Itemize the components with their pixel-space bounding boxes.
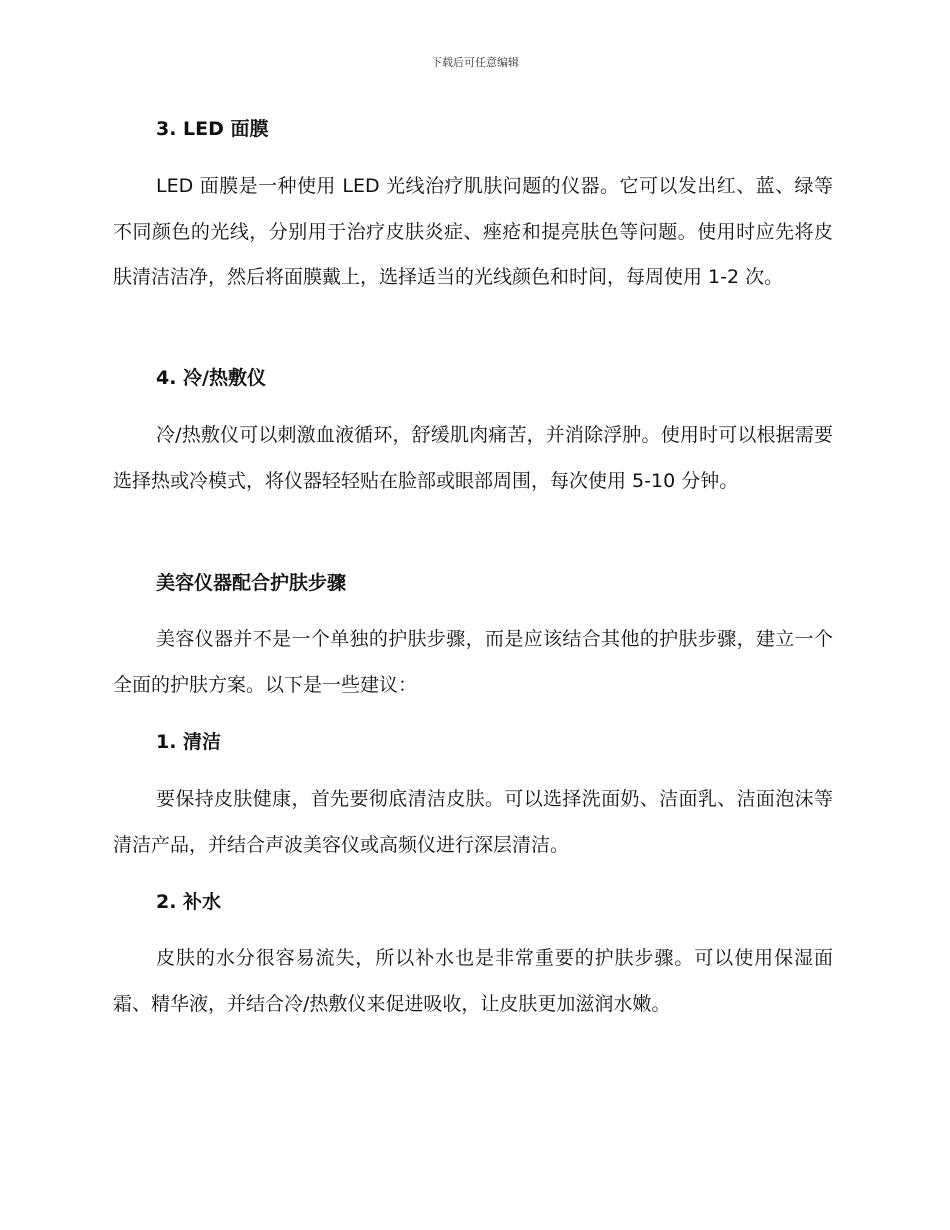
page-header: 下载后可任意编辑 bbox=[431, 56, 519, 69]
paragraph-hot-cold: 冷/热敷仪可以刺激血液循环，舒缓肌肉痛苦，并消除浮肿。使用时可以根据需要选择热或冷模式，将仪器轻轻贴在脸部或眼部周围，每次使用 5-10 分钟。 bbox=[113, 424, 833, 492]
section-heading-hydration: 2. 补水 bbox=[156, 891, 222, 913]
section-heading-cleansing: 1. 清洁 bbox=[156, 731, 222, 753]
section-heading-led-mask: 3. LED 面膜 bbox=[156, 118, 269, 140]
paragraph-led-mask: LED 面膜是一种使用 LED 光线治疗肌肤问题的仪器。它可以发出红、蓝、绿等不同颜色的光线，分别用于治疗皮肤炎症、痤疮和提亮肤色等问题。使用时应先将皮肤清洁洁净，然后将面膜戴上，选择适当的光线颜色和时间，每周使用 1-2 次。 bbox=[113, 175, 833, 288]
section-heading-hot-cold: 4. 冷/热敷仪 bbox=[156, 367, 266, 389]
section-heading-combination: 美容仪器配合护肤步骤 bbox=[156, 572, 347, 594]
paragraph-cleansing: 要保持皮肤健康，首先要彻底清洁皮肤。可以选择洗面奶、洁面乳、洁面泡沫等清洁产品，并结合声波美容仪或高频仪进行深层清洁。 bbox=[113, 788, 833, 856]
paragraph-hydration: 皮肤的水分很容易流失，所以补水也是非常重要的护肤步骤。可以使用保湿面霜、精华液，并结合冷/热敷仪来促进吸收，让皮肤更加滋润水嫩。 bbox=[113, 947, 833, 1015]
paragraph-combination: 美容仪器并不是一个单独的护肤步骤，而是应该结合其他的护肤步骤，建立一个全面的护肤方案。以下是一些建议： bbox=[113, 628, 833, 696]
